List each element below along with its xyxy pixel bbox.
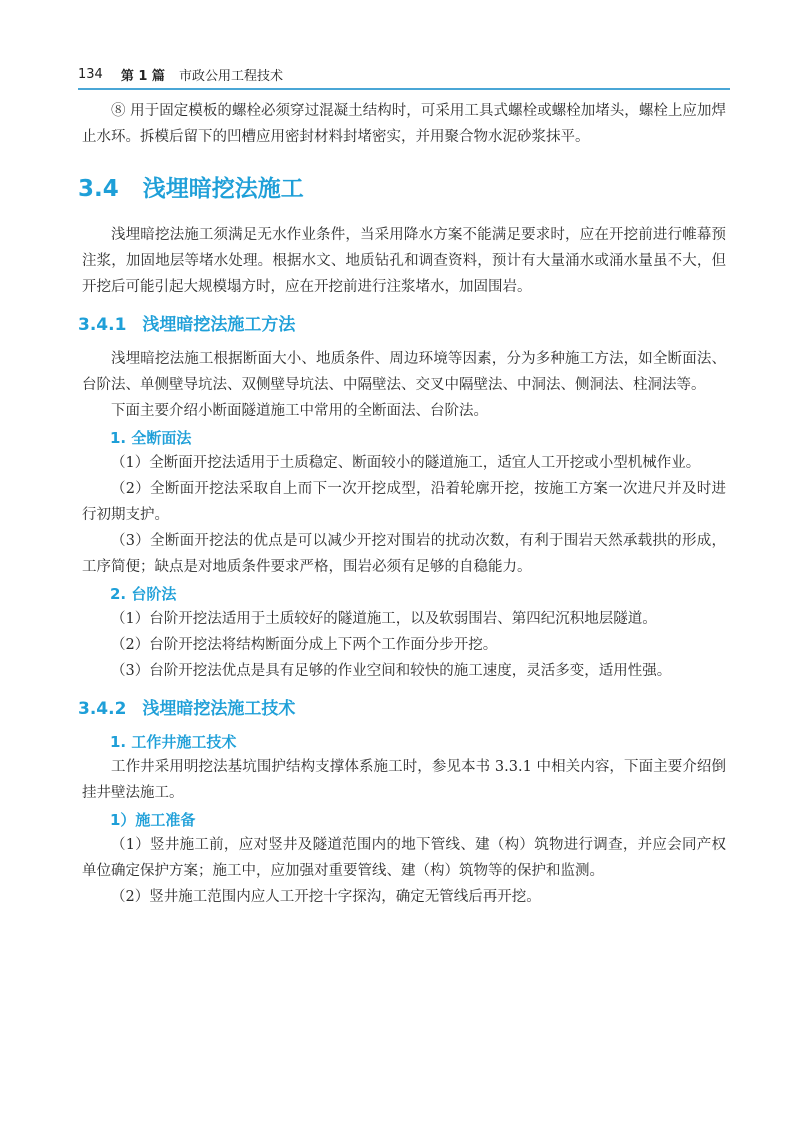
list-item: （2）全断面开挖法采取自上而下一次开挖成型，沿着轮廓开挖，按施工方案一次进尺并及时进行初期支护。 xyxy=(82,481,726,523)
paragraph: 浅埋暗挖法施工根据断面大小、地质条件、周边环境等因素，分为多种施工方法，如全断面法、台阶法、单侧壁导坑法、双侧壁导坑法、中隔壁法、交叉中隔壁法、中洞法、侧洞法、柱洞法等。 xyxy=(82,351,726,393)
header-rule xyxy=(78,88,730,90)
subsection-title: 浅埋暗挖法施工方法 xyxy=(142,315,296,335)
paragraph: 下面主要介绍小断面隧道施工中常用的全断面法、台阶法。 xyxy=(111,403,488,419)
intro-paragraph: ⑧ 用于固定模板的螺栓必须穿过混凝土结构时，可采用工具式螺栓或螺栓加堵头，螺栓上应加焊止水环。拆模后留下的凹槽应用密封材料封堵密实，并用聚合物水泥砂浆抹平。 xyxy=(82,103,726,145)
list-item: （3）全断面开挖法的优点是可以减少开挖对围岩的扰动次数，有利于围岩天然承载拱的形成，工序简便；缺点是对地质条件要求严格，围岩必须有足够的自稳能力。 xyxy=(82,533,726,575)
part-label: 第 1 篇 xyxy=(120,68,165,84)
list-item: （1）台阶开挖法适用于土质较好的隧道施工，以及软弱围岩、第四纪沉积地层隧道。 xyxy=(111,611,657,627)
list-item: （2）竖井施工范围内应人工开挖十字探沟，确定无管线后再开挖。 xyxy=(111,889,541,905)
section-number: 3.4 xyxy=(78,176,119,202)
list-item: （1）全断面开挖法适用于土质稳定、断面较小的隧道施工，适宜人工开挖或小型机械作业。 xyxy=(111,455,701,471)
section-heading xyxy=(78,172,726,206)
page-number: 134 xyxy=(78,66,103,82)
subsection-number: 3.4.2 xyxy=(78,699,127,719)
section-paragraph: 浅埋暗挖法施工须满足无水作业条件，当采用降水方案不能满足要求时，应在开挖前进行帷幕预注浆，加固地层等堵水处理。根据水文、地质钻孔和调查资料，预计有大量涌水或涌水量虽不大，但开挖后可能引起大规模塌方时，应在开挖前进行注浆堵水，加固围岩。 xyxy=(82,227,726,295)
section-title: 浅埋暗挖法施工 xyxy=(142,176,304,202)
heading-full-section-method: 1. 全断面法 xyxy=(110,429,192,447)
subsection-heading-1 xyxy=(78,312,726,338)
subsection-number: 3.4.1 xyxy=(78,315,127,335)
list-item: （2）台阶开挖法将结构断面分成上下两个工作面分步开挖。 xyxy=(111,637,498,653)
subsection-heading-2 xyxy=(78,696,726,722)
subsection-title: 浅埋暗挖法施工技术 xyxy=(142,699,296,719)
page-header xyxy=(78,62,730,86)
heading-preparation: 1）施工准备 xyxy=(110,811,196,829)
heading-bench-method: 2. 台阶法 xyxy=(110,585,177,603)
list-item: （1）竖井施工前，应对竖井及隧道范围内的地下管线、建（构）筑物进行调查，并应会同产权单位确定保护方案；施工中，应加强对重要管线、建（构）筑物等的保护和监测。 xyxy=(82,837,726,879)
page-body xyxy=(78,98,726,910)
heading-shaft-technique: 1. 工作井施工技术 xyxy=(110,733,237,751)
running-title: 市政公用工程技术 xyxy=(178,68,283,84)
paragraph: 工作井采用明挖法基坑围护结构支撑体系施工时，参见本书 3.3.1 中相关内容，下面主要介绍倒挂井壁法施工。 xyxy=(82,759,726,801)
list-item: （3）台阶开挖法优点是具有足够的作业空间和较快的施工速度，灵活多变，适用性强。 xyxy=(111,663,672,679)
